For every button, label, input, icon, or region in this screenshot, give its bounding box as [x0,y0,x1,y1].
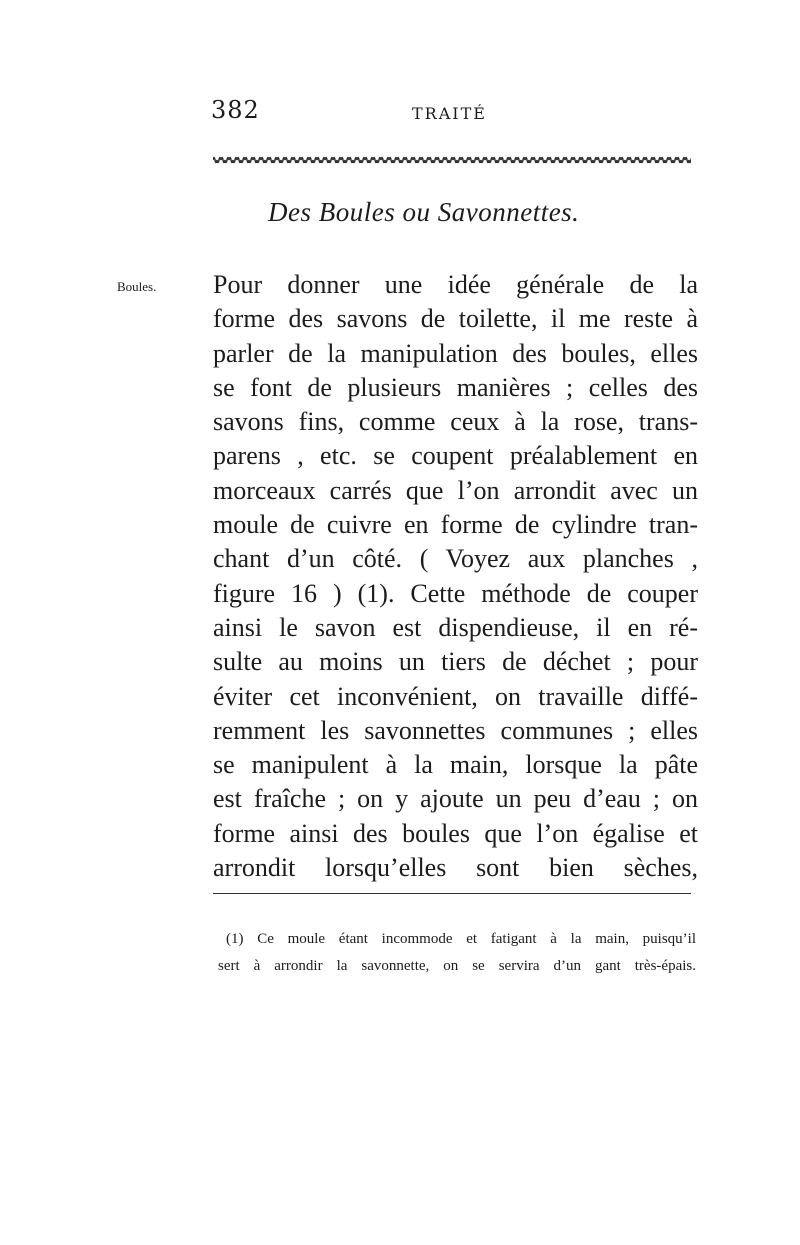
text-line: parens , etc. se coupent préalablement en [213,441,698,471]
section-title: Des Boules ou Savonnettes. [268,197,580,227]
footnote [218,926,696,980]
footnote-divider [213,893,691,894]
footnote-line: (1) Ce moule étant incommode et fatigant à la main, puisqu’il [226,931,696,947]
text-line: morceaux carrés que l’on arrondit avec un [213,475,698,505]
text-line: se manipulent à la main, lorsque la pâte [213,750,698,780]
text-line: arrondit lorsqu’elles sont bien sèches, [213,853,698,883]
text-line: se font de plusieurs manières ; celles des [213,372,698,402]
text-line: savons fins, comme ceux à la rose, trans- [213,407,698,437]
text-line: chant d’un côté. ( Voyez aux planches , [213,544,698,574]
text-line: forme ainsi des boules que l’on égalise et [213,818,698,848]
text-line: parler de la manipulation des boules, elles [213,338,698,368]
text-line: éviter cet inconvénient, on travaille diffé- [213,681,698,711]
margin-note: Boules. [117,279,157,294]
decorative-rule [213,152,691,168]
body-text [213,268,698,885]
text-line: est fraîche ; on y ajoute un peu d’eau ; on [213,784,698,814]
text-line: figure 16 ) (1). Cette méthode de couper [213,578,698,608]
text-line: forme des savons de toilette, il me reste à [213,304,698,334]
page-number: 382 [211,96,260,124]
text-line: sulte au moins un tiers de déchet ; pour [213,647,698,677]
running-title: TRAITÉ [412,104,487,123]
text-line: Pour donner une idée générale de la [213,270,698,299]
text-line: remment les savonnettes communes ; elles [213,715,698,745]
footnote-line: sert à arrondir la savonnette, on se servira d’un gant très-épais. [218,958,696,974]
text-line: ainsi le savon est dispendieuse, il en ré- [213,612,698,642]
text-line: moule de cuivre en forme de cylindre tran- [213,510,698,540]
